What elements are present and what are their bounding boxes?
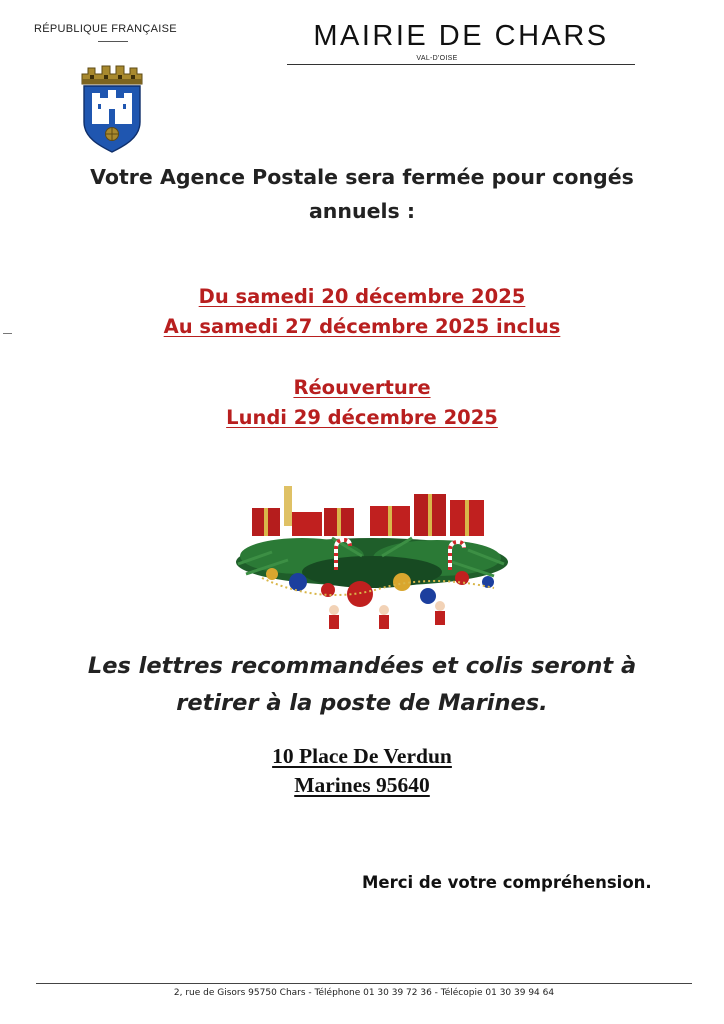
footer-contact: 2, rue de Gisors 95750 Chars - Téléphone 01 30 39 72 36 - Télécopie 01 30 39 94 64 [173, 988, 555, 998]
post-office-address [160, 742, 564, 800]
municipal-coat-of-arms-icon [78, 62, 146, 154]
reopen-date: Lundi 29 décembre 2025 [226, 406, 498, 429]
closure-dates [60, 282, 664, 342]
mairie-rule [287, 64, 635, 65]
closing-thanks: Merci de votre compréhension. [362, 873, 652, 892]
pickup-line-2: retirer à la poste de Marines. [176, 690, 548, 716]
footer-rule [36, 983, 692, 984]
christmas-garland-icon [232, 478, 512, 638]
address-city: Marines 95640 [294, 773, 430, 797]
address-street: 10 Place De Verdun [272, 744, 452, 768]
date-to: Au samedi 27 décembre 2025 inclus [163, 315, 561, 338]
margin-mark [3, 333, 12, 334]
reopening-block [60, 373, 664, 433]
pickup-line-1: Les lettres recommandées et colis seront à [87, 653, 637, 679]
republique-underline [98, 41, 128, 42]
closure-heading [60, 160, 664, 228]
date-from: Du samedi 20 décembre 2025 [198, 285, 526, 308]
heading-line-2: annuels : [308, 199, 416, 223]
mairie-title: MAIRIE DE CHARS [313, 20, 609, 52]
heading-line-1: Votre Agence Postale sera fermée pour congés [90, 165, 634, 189]
pickup-notice [40, 648, 684, 722]
republique-francaise-label: RÉPUBLIQUE FRANÇAISE [34, 23, 177, 35]
reopen-label: Réouverture [293, 376, 431, 399]
departement-label: VAL-D'OISE [416, 55, 458, 62]
